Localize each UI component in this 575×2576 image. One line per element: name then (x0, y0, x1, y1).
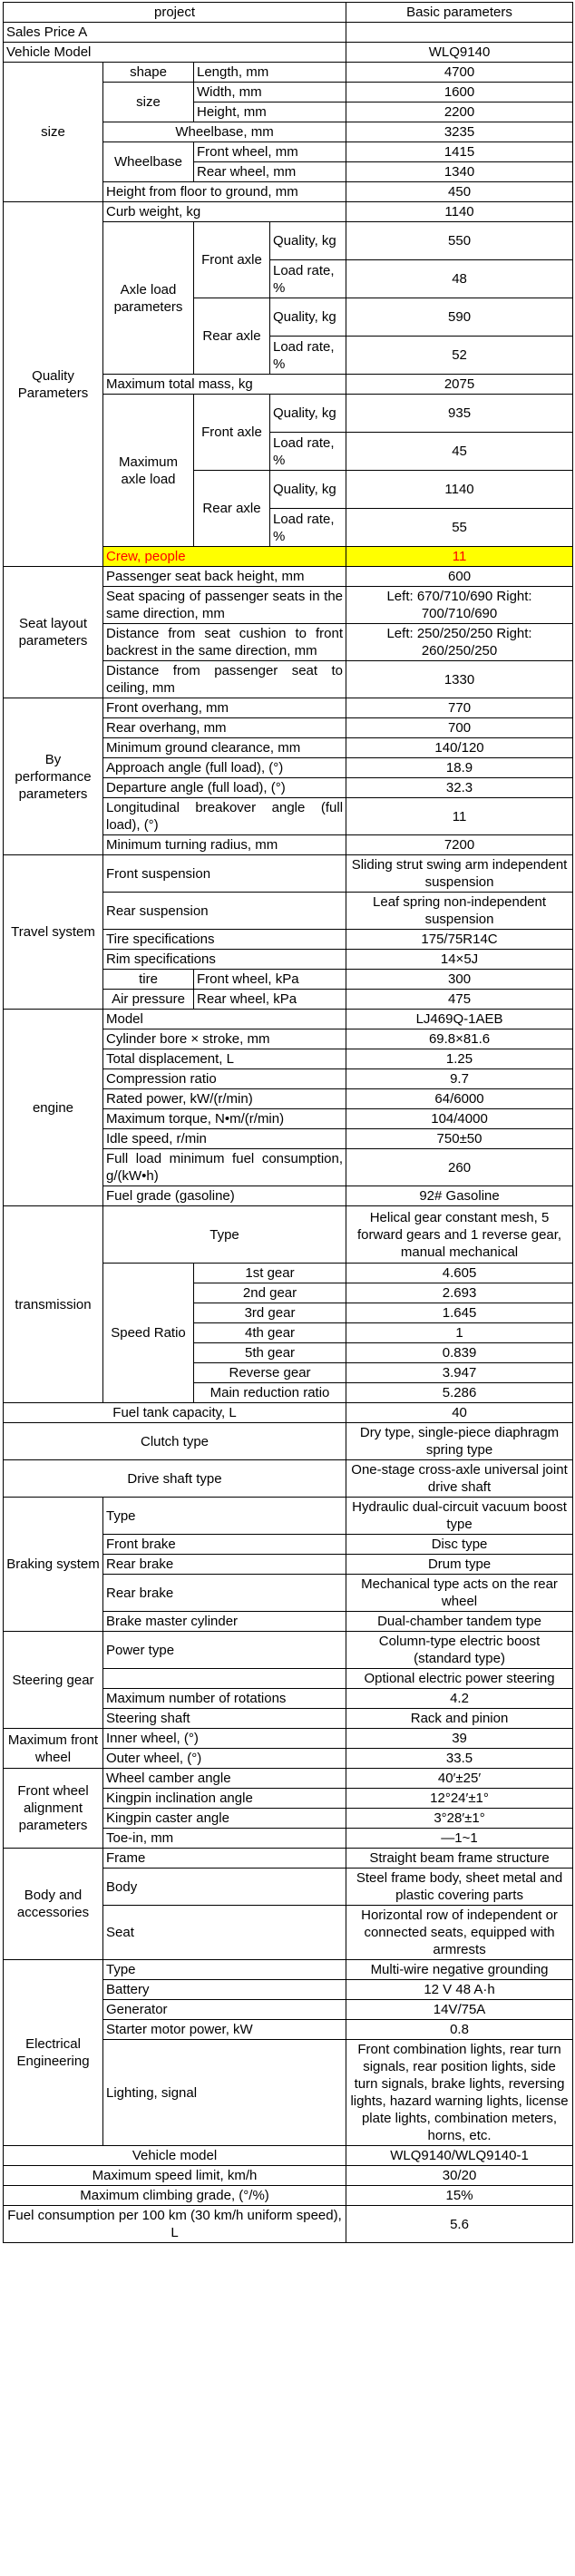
row-label: Longitudinal breakover angle (full load), (°) (103, 798, 346, 835)
row-label: Load rate, % (270, 260, 346, 298)
row-label: Toe-in, mm (103, 1829, 346, 1849)
row-value: 300 (346, 970, 573, 990)
row-label: Rear overhang, mm (103, 718, 346, 738)
table-row (4, 698, 573, 718)
row-value: 2200 (346, 102, 573, 122)
row-value: Disc type (346, 1535, 573, 1555)
spec-table-container (3, 2, 572, 2243)
row-label: Brake master cylinder (103, 1612, 346, 1632)
row-label: Front wheel, kPa (194, 970, 346, 990)
sub-label: Air pressure (103, 990, 194, 1010)
row-label: Fuel tank capacity, L (4, 1403, 346, 1423)
row-value: 1330 (346, 661, 573, 698)
group-label-steering: Steering gear (4, 1632, 103, 1729)
row-label: Front wheel, mm (194, 142, 346, 162)
gear-label: 3rd gear (194, 1303, 346, 1323)
row-label: Inner wheel, (°) (103, 1729, 346, 1749)
row-label: Wheelbase, mm (103, 122, 346, 142)
row-value: Left: 670/710/690 Right: 700/710/690 (346, 587, 573, 624)
row-value: 30/20 (346, 2166, 573, 2186)
row-value: Sliding strut swing arm independent suspension (346, 855, 573, 893)
sub2-label: Rear axle (194, 471, 270, 547)
table-row (4, 1632, 573, 1669)
row-value: 2075 (346, 375, 573, 395)
row-label: Height, mm (194, 102, 346, 122)
row-value: 935 (346, 395, 573, 433)
row-value: 33.5 (346, 1749, 573, 1769)
gear-value: 5.286 (346, 1383, 573, 1403)
row-value: Mechanical type acts on the rear wheel (346, 1575, 573, 1612)
row-value: WLQ9140/WLQ9140-1 (346, 2146, 573, 2166)
row-value: Optional electric power steering (346, 1669, 573, 1689)
row-label: Rear brake (103, 1575, 346, 1612)
table-row (4, 1960, 573, 1980)
group-label-performance: By performance parameters (4, 698, 103, 855)
row-label: Rear suspension (103, 893, 346, 930)
row-label: Approach angle (full load), (°) (103, 758, 346, 778)
row-label: Height from floor to ground, mm (103, 182, 346, 202)
row-label: Distance from seat cushion to front backrest in the same direction, mm (103, 624, 346, 661)
row-label: Compression ratio (103, 1069, 346, 1089)
row-label: Departure angle (full load), (°) (103, 778, 346, 798)
sub-label: Wheelbase (103, 142, 194, 182)
gear-value: 3.947 (346, 1363, 573, 1383)
table-row (4, 1206, 573, 1264)
sub-label: Maximum axle load (103, 395, 194, 547)
row-value: 1.25 (346, 1049, 573, 1069)
row-value: 1415 (346, 142, 573, 162)
row-label: Model (103, 1010, 346, 1029)
table-row (4, 855, 573, 893)
row-value: 39 (346, 1729, 573, 1749)
gear-label: 5th gear (194, 1343, 346, 1363)
group-label-braking: Braking system (4, 1498, 103, 1632)
row-value: 7200 (346, 835, 573, 855)
row-label: Outer wheel, (°) (103, 1749, 346, 1769)
row-value: 4700 (346, 63, 573, 83)
row-label: Maximum torque, N•m/(r/min) (103, 1109, 346, 1129)
row-value: 15% (346, 2186, 573, 2206)
group-label-transmission: transmission (4, 1206, 103, 1403)
row-label: Idle speed, r/min (103, 1129, 346, 1149)
gear-label: 2nd gear (194, 1283, 346, 1303)
row-label: Front overhang, mm (103, 698, 346, 718)
row-value: 11 (346, 798, 573, 835)
row-value: WLQ9140 (346, 43, 573, 63)
row-value: 11 (346, 547, 573, 567)
table-row (4, 63, 573, 83)
row-label: Length, mm (194, 63, 346, 83)
row-label: Maximum climbing grade, (°/%) (4, 2186, 346, 2206)
gear-value: 2.693 (346, 1283, 573, 1303)
row-label: Fuel consumption per 100 km (30 km/h uniform speed), L (4, 2206, 346, 2243)
row-label: Passenger seat back height, mm (103, 567, 346, 587)
row-label: Maximum speed limit, km/h (4, 2166, 346, 2186)
row-value: 1140 (346, 202, 573, 222)
row-value: 9.7 (346, 1069, 573, 1089)
sub-label: size (103, 83, 194, 122)
row-label: Fuel grade (gasoline) (103, 1186, 346, 1206)
row-value: 0.8 (346, 2020, 573, 2040)
table-row (4, 1849, 573, 1869)
row-value: Multi-wire negative grounding (346, 1960, 573, 1980)
table-row (4, 2166, 573, 2186)
gear-label: Reverse gear (194, 1363, 346, 1383)
row-value: 260 (346, 1149, 573, 1186)
row-label: Load rate, % (270, 433, 346, 471)
row-value: 18.9 (346, 758, 573, 778)
row-label: Maximum total mass, kg (103, 375, 346, 395)
table-row (4, 2206, 573, 2243)
row-label: Front brake (103, 1535, 346, 1555)
gear-value: 4.605 (346, 1264, 573, 1283)
row-value: Steel frame body, sheet metal and plastic covering parts (346, 1869, 573, 1906)
group-label-travel: Travel system (4, 855, 103, 1010)
row-label: Kingpin caster angle (103, 1809, 346, 1829)
gear-label: 4th gear (194, 1323, 346, 1343)
row-label: Body (103, 1869, 346, 1906)
group-label-seat-layout: Seat layout parameters (4, 567, 103, 698)
row-value: 40 (346, 1403, 573, 1423)
row-value: 12 V 48 A·h (346, 1980, 573, 2000)
header-project: project (4, 3, 346, 23)
gear-value: 1.645 (346, 1303, 573, 1323)
row-value: 69.8×81.6 (346, 1029, 573, 1049)
row-label: Rear brake (103, 1555, 346, 1575)
row-value: Rack and pinion (346, 1709, 573, 1729)
row-label: Crew, people (103, 547, 346, 567)
row-value: Hydraulic dual-circuit vacuum boost type (346, 1498, 573, 1535)
row-value: 3°28′±1° (346, 1809, 573, 1829)
row-label: Rear wheel, mm (194, 162, 346, 182)
row-label: Tire specifications (103, 930, 346, 950)
table-row (4, 1460, 573, 1498)
row-value: Straight beam frame structure (346, 1849, 573, 1869)
group-label-max-front-wheel: Maximum front wheel (4, 1729, 103, 1769)
table-row (4, 202, 573, 222)
row-value: 14×5J (346, 950, 573, 970)
row-value: 12°24′±1° (346, 1789, 573, 1809)
row-value: 52 (346, 337, 573, 375)
row-label: Minimum ground clearance, mm (103, 738, 346, 758)
row-value: 45 (346, 433, 573, 471)
row-label: Clutch type (4, 1423, 346, 1460)
table-row (4, 1010, 573, 1029)
row-value: 1600 (346, 83, 573, 102)
row-label: Lighting, signal (103, 2040, 346, 2146)
row-value: Dual-chamber tandem type (346, 1612, 573, 1632)
sub2-label: Rear axle (194, 298, 270, 375)
row-value: 590 (346, 298, 573, 337)
table-row (4, 2186, 573, 2206)
group-label-electrical: Electrical Engineering (4, 1960, 103, 2146)
row-value: Column-type electric boost (standard type) (346, 1632, 573, 1669)
row-label: Kingpin inclination angle (103, 1789, 346, 1809)
row-value: LJ469Q-1AEB (346, 1010, 573, 1029)
row-value (346, 23, 573, 43)
row-value: 3235 (346, 122, 573, 142)
row-value: 700 (346, 718, 573, 738)
row-label: Frame (103, 1849, 346, 1869)
row-label: Cylinder bore × stroke, mm (103, 1029, 346, 1049)
table-row (4, 567, 573, 587)
gear-value: 0.839 (346, 1343, 573, 1363)
row-value: 55 (346, 509, 573, 547)
row-value: 48 (346, 260, 573, 298)
row-label: Load rate, % (270, 509, 346, 547)
row-value: 475 (346, 990, 573, 1010)
row-value: 770 (346, 698, 573, 718)
sub-label: shape (103, 63, 194, 83)
row-label: Starter motor power, kW (103, 2020, 346, 2040)
row-value: 750±50 (346, 1129, 573, 1149)
row-label: Quality, kg (270, 298, 346, 337)
sub-label: Axle load parameters (103, 222, 194, 375)
row-label: Power type (103, 1632, 346, 1669)
row-label: Curb weight, kg (103, 202, 346, 222)
row-value: 92# Gasoline (346, 1186, 573, 1206)
row-label: Maximum number of rotations (103, 1689, 346, 1709)
row-value: 5.6 (346, 2206, 573, 2243)
row-label: Rear wheel, kPa (194, 990, 346, 1010)
row-value: Horizontal row of independent or connected seats, equipped with armrests (346, 1906, 573, 1960)
row-value: 32.3 (346, 778, 573, 798)
group-label-alignment: Front wheel alignment parameters (4, 1769, 103, 1849)
row-label: Full load minimum fuel consumption, g/(kW•h) (103, 1149, 346, 1186)
row-label: Minimum turning radius, mm (103, 835, 346, 855)
row-value: 600 (346, 567, 573, 587)
header-basic-parameters: Basic parameters (346, 3, 573, 23)
row-value: 14V/75A (346, 2000, 573, 2020)
table-row (4, 1423, 573, 1460)
row-value: —1~1 (346, 1829, 573, 1849)
row-label: Generator (103, 2000, 346, 2020)
table-row (4, 1729, 573, 1749)
row-value: 1140 (346, 471, 573, 509)
row-label: Load rate, % (270, 337, 346, 375)
row-value: One-stage cross-axle universal joint drive shaft (346, 1460, 573, 1498)
gear-label: 1st gear (194, 1264, 346, 1283)
row-value: Front combination lights, rear turn signals, rear position lights, side turn signals, brake lights, reversing lights, hazard warning lights, license plate lights, combination meters, horns, etc. (346, 2040, 573, 2146)
row-label: Rim specifications (103, 950, 346, 970)
group-label-size: size (4, 63, 103, 202)
transmission-type-label: Type (103, 1206, 346, 1264)
row-label: Seat (103, 1906, 346, 1960)
table-row (4, 23, 573, 43)
row-label: Width, mm (194, 83, 346, 102)
gear-value: 1 (346, 1323, 573, 1343)
speed-ratio-label: Speed Ratio (103, 1264, 194, 1403)
transmission-type-value: Helical gear constant mesh, 5 forward gears and 1 reverse gear, manual mechanical (346, 1206, 573, 1264)
row-value: 140/120 (346, 738, 573, 758)
row-label: Total displacement, L (103, 1049, 346, 1069)
row-value: Left: 250/250/250 Right: 260/250/250 (346, 624, 573, 661)
table-row (4, 2146, 573, 2166)
row-label: Type (103, 1498, 346, 1535)
row-label: Quality, kg (270, 395, 346, 433)
row-value: 40′±25′ (346, 1769, 573, 1789)
row-label: Type (103, 1960, 346, 1980)
row-value: 4.2 (346, 1689, 573, 1709)
row-label: Vehicle model (4, 2146, 346, 2166)
gear-label: Main reduction ratio (194, 1383, 346, 1403)
spec-table (3, 2, 573, 2243)
row-label: Front suspension (103, 855, 346, 893)
row-label: Distance from passenger seat to ceiling, mm (103, 661, 346, 698)
row-value: 175/75R14C (346, 930, 573, 950)
sub2-label: Front axle (194, 395, 270, 471)
row-label: Wheel camber angle (103, 1769, 346, 1789)
table-row (4, 43, 573, 63)
row-label: Steering shaft (103, 1709, 346, 1729)
row-value: 1340 (346, 162, 573, 182)
sub-label: tire (103, 970, 194, 990)
row-label: Battery (103, 1980, 346, 2000)
row-value: Leaf spring non-independent suspension (346, 893, 573, 930)
group-label-body: Body and accessories (4, 1849, 103, 1960)
row-value: Dry type, single-piece diaphragm spring type (346, 1423, 573, 1460)
row-value: 64/6000 (346, 1089, 573, 1109)
table-row (4, 1498, 573, 1535)
group-label-engine: engine (4, 1010, 103, 1206)
row-label: Quality, kg (270, 222, 346, 260)
row-value: Drum type (346, 1555, 573, 1575)
table-row (4, 1403, 573, 1423)
row-label: Drive shaft type (4, 1460, 346, 1498)
sub2-label: Front axle (194, 222, 270, 298)
table-row (4, 1769, 573, 1789)
row-label: Rated power, kW/(r/min) (103, 1089, 346, 1109)
row-label: Vehicle Model (4, 43, 346, 63)
row-label (103, 1669, 346, 1689)
row-label: Quality, kg (270, 471, 346, 509)
row-label: Seat spacing of passenger seats in the same direction, mm (103, 587, 346, 624)
group-label-quality: Quality Parameters (4, 202, 103, 567)
row-value: 104/4000 (346, 1109, 573, 1129)
row-value: 450 (346, 182, 573, 202)
row-value: 550 (346, 222, 573, 260)
table-header-row (4, 3, 573, 23)
row-label: Sales Price A (4, 23, 346, 43)
